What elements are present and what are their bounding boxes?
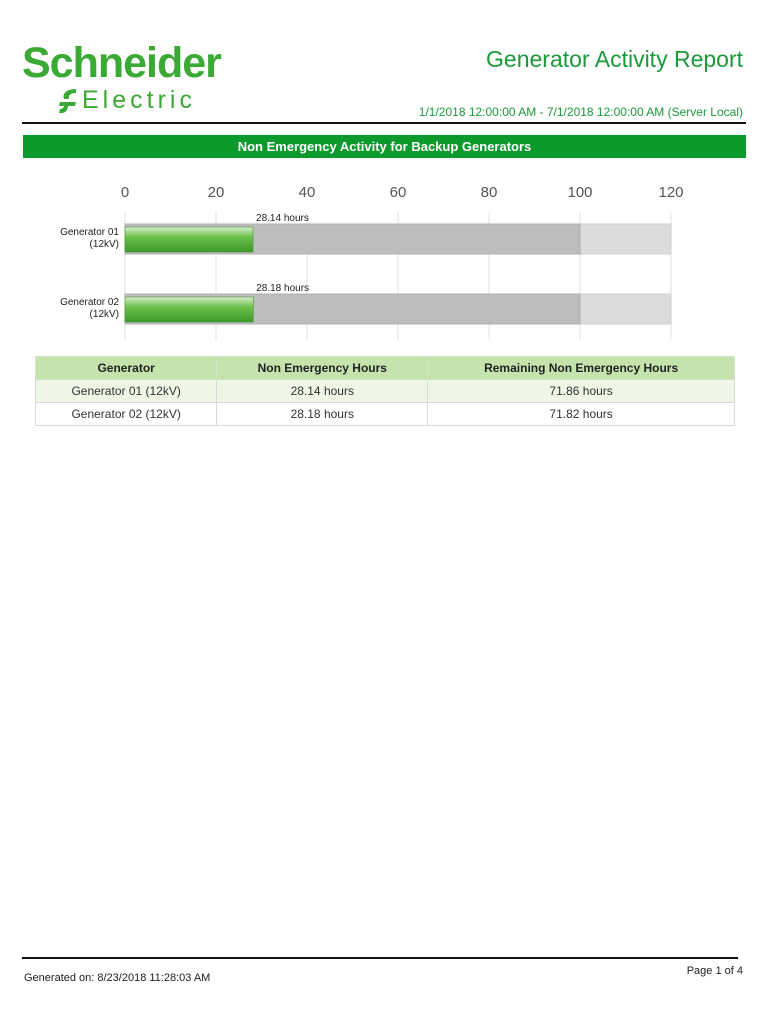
table-cell-remaining-hours: 71.86 hours xyxy=(428,380,735,403)
x-tick-label: 20 xyxy=(207,184,225,201)
table-cell-generator: Generator 01 (12kV) xyxy=(36,380,217,403)
table-header-non-emergency-hours: Non Emergency Hours xyxy=(217,357,428,380)
x-tick-label: 0 xyxy=(120,184,130,201)
data-label: 28.14 hours xyxy=(256,213,309,224)
category-label: Generator 01 xyxy=(60,227,119,238)
category-label: Generator 02 xyxy=(60,297,119,308)
category-label: (12kV) xyxy=(89,239,119,250)
bar-used xyxy=(125,297,253,322)
table-cell-remaining-hours: 71.82 hours xyxy=(428,403,735,426)
table-cell-generator: Generator 02 (12kV) xyxy=(36,403,217,426)
bar-used xyxy=(125,227,253,252)
page-number: Page 1 of 4 xyxy=(686,965,743,977)
logo-subword: Electric xyxy=(82,86,196,114)
x-tick-label: 60 xyxy=(389,184,407,201)
category-label: (12kV) xyxy=(89,309,119,320)
report-date-range: 1/1/2018 12:00:00 AM - 7/1/2018 12:00:00 AM (Server Local) xyxy=(418,105,743,119)
table-cell-non-emergency-hours: 28.18 hours xyxy=(217,403,428,426)
table-header-generator: Generator xyxy=(36,357,217,380)
generator-hours-table xyxy=(35,356,735,426)
generator-hours-chart xyxy=(0,0,768,350)
logo-wordmark: Schneider xyxy=(22,39,221,87)
table-header-row xyxy=(36,357,735,380)
table-row xyxy=(36,380,735,403)
data-label: 28.18 hours xyxy=(256,283,310,294)
section-banner: Non Emergency Activity for Backup Generators xyxy=(23,135,746,158)
table-cell-non-emergency-hours: 28.14 hours xyxy=(217,380,428,403)
report-title: Generator Activity Report xyxy=(486,46,743,72)
table-header-remaining-hours: Remaining Non Emergency Hours xyxy=(428,357,735,380)
x-tick-label: 80 xyxy=(480,184,498,201)
x-tick-label: 120 xyxy=(658,184,684,201)
table-row xyxy=(36,403,735,426)
x-tick-label: 40 xyxy=(298,184,316,201)
footer-divider xyxy=(22,957,738,959)
generated-timestamp: Generated on: 8/23/2018 11:28:03 AM xyxy=(24,972,211,984)
chart-tick-labels xyxy=(121,184,684,201)
x-tick-label: 100 xyxy=(567,184,593,201)
